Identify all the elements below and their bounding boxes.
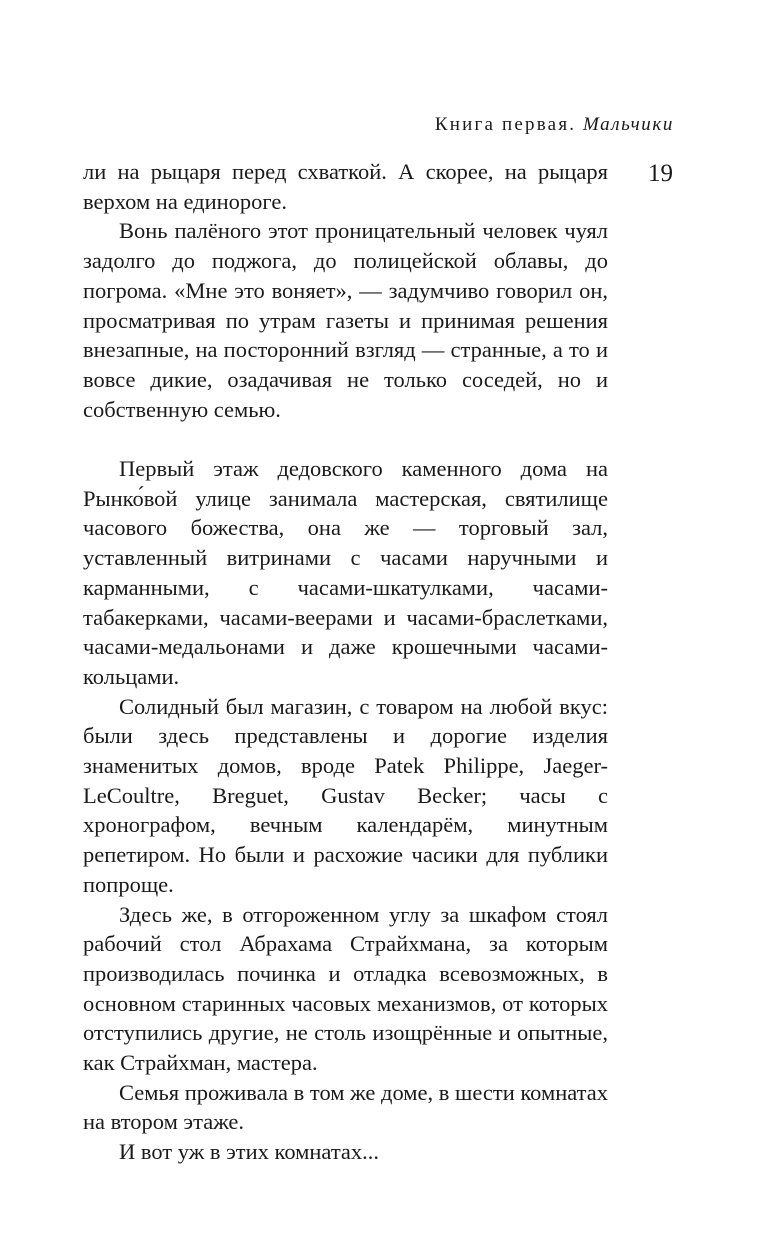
paragraph: Вонь палёного этот проницательный человек чуял задолго до поджога, до полицейской облавы, до погрома. «Мне это воняет», — задумчиво говорил он, просматривая по утрам газеты и принимая решения внезапные, на посторонний взгляд — странные, а то и вовсе дикие, озадачивая не только соседей, но и собственную семью. xyxy=(83,218,608,422)
paragraph: Первый этаж дедовского каменного дома на Рынко́вой улице занимала мастерская, святилище часового божества, она же — торговый зал, уставленный витринами с часами наручными и карманными, с часами-шкатулками, часами- табакерками, часами-веерами и часами-браслетками, часами-медальонами и даже крошечными часами-кольцами. xyxy=(83,456,608,689)
body-text xyxy=(83,157,608,1167)
running-head-book-label: Книга первая. xyxy=(434,114,577,135)
paragraph: И вот уж в этих комнатах... xyxy=(119,1139,380,1165)
paragraph: Семья проживала в том же доме, в шести комнатах на втором этаже. xyxy=(83,1079,608,1135)
paragraph: Солидный был магазин, с товаром на любой вкус: были здесь представлены и дорогие изделия знаменитых домов, вроде Patek Philippe, Jaeger-LeCoultre, Breguet, Gustav Becker; часы с хронографом, вечным календарём, минутным репетиром. Но были и расхожие часики для публики попроще. xyxy=(83,693,608,897)
running-head xyxy=(435,114,674,136)
paragraph: Здесь же, в отгороженном углу за шкафом стоял рабочий стол Абрахама Страйхмана, за которым производилась починка и отладка всевозможных, в основном старинных часовых механизмов, от которых отступились другие, не столь изощрённые и опытные, как Страйхман, мастера. xyxy=(83,901,608,1076)
paragraph: ли на рыцаря перед схваткой. А скорее, на рыцаря верхом на единороге. xyxy=(83,159,608,214)
page-number: 19 xyxy=(648,160,673,187)
running-head-part-title: Мальчики xyxy=(582,114,674,135)
